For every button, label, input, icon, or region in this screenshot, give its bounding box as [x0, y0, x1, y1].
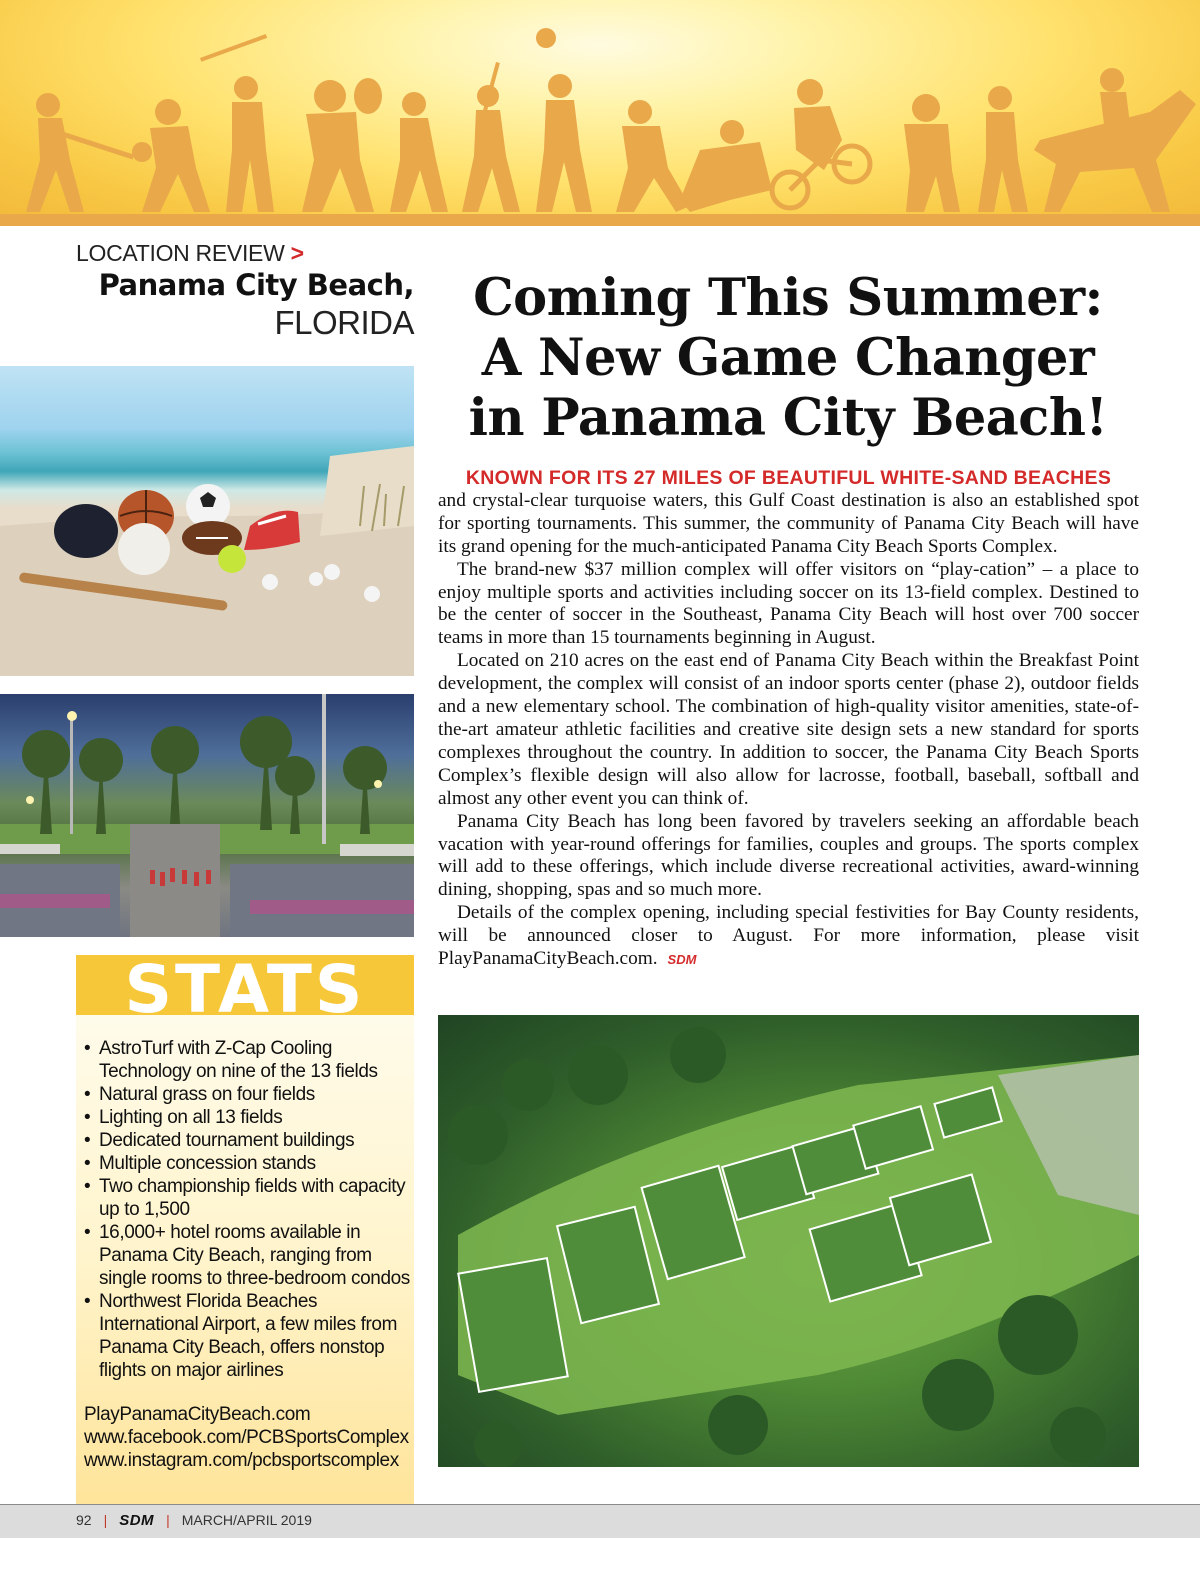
footer-separator: |	[103, 1512, 108, 1528]
banner-divider	[0, 214, 1200, 226]
runner-silhouette	[462, 62, 520, 212]
hockey-player-silhouette	[978, 86, 1028, 212]
magazine-name: SDM	[119, 1512, 155, 1529]
location-city: Panama City Beach,	[98, 268, 414, 302]
stats-heading-text: STATS	[124, 955, 366, 1015]
stats-list	[84, 1037, 414, 1382]
article-paragraph: and crystal-clear turquoise waters, this Gulf Coast destination is also an established spot for sporting tournaments. This summer, the community of Panama City Beach will have its grand opening for the much-anticipated Panama City Beach Sports Complex.	[438, 489, 1139, 557]
stats-item: • Natural grass on four fields	[84, 1083, 414, 1106]
page-number: 92	[76, 1512, 92, 1528]
article-paragraph: The brand-new $37 million complex will offer visitors on “play-cation” – a place to enjoy multiple sports and activities including soccer on its 13-field complex. Destined to be the center of soccer in the Southeast, Panama City Beach will host over 700 soccer teams in more than 15 tournaments beginning in August.	[438, 558, 1139, 649]
stats-item: • Multiple concession stands	[84, 1152, 414, 1175]
golfer-silhouette	[200, 34, 274, 212]
issue-date: MARCH/APRIL 2019	[181, 1512, 312, 1528]
stats-heading	[76, 955, 414, 1015]
sports-banner	[0, 0, 1200, 226]
fisherman-silhouette	[904, 94, 960, 212]
horse-rider-silhouette	[1034, 68, 1196, 212]
stats-item: • Lighting on all 13 fields	[84, 1106, 414, 1129]
facebook-link[interactable]: www.facebook.com/PCBSportsComplex	[84, 1427, 409, 1448]
end-mark: SDM	[667, 952, 697, 968]
stats-item: • AstroTurf with Z-Cap Cooling Technology on nine of the 13 fields	[84, 1037, 414, 1083]
section-label	[76, 240, 304, 267]
footer-info	[76, 1512, 312, 1529]
stats-links	[84, 1403, 414, 1472]
headline-line: in Panama City Beach!	[468, 388, 1108, 448]
article-lead-in: KNOWN FOR ITS 27 MILES OF BEAUTIFUL WHITE-SAND BEACHES	[465, 467, 1112, 489]
batter-silhouette	[26, 93, 134, 212]
article-body	[438, 467, 1139, 972]
article-paragraph-last	[438, 902, 1139, 972]
volleyball-player-silhouette	[536, 28, 592, 212]
article-paragraph: Located on 210 acres on the east end of Panama City Beach within the Breakfast Point development, the complex will consist of an indoor sports center (phase 2), outdoor fields and a new elementary school. The combination of high-quality visitor amenities, state-of-the-art amateur athletic facilities and creative site design sets a new standard for sports complexes throughout the country. In addition to soccer, the Panama City Beach Sports Complex’s flexible design will also allow for lacrosse, football, baseball, softball and almost any other event you can think of.	[438, 650, 1139, 809]
article-paragraph-text: Details of the complex opening, including special festivities for Bay County residents, will be announced closer to August. For more information, please visit PlayPanamaCityBeach.com.	[438, 902, 1139, 970]
bmx-rider-silhouette	[772, 79, 870, 208]
chevron-right-icon: >	[290, 240, 304, 266]
stats-item: • Two championship fields with capacity up to 1,500	[84, 1175, 414, 1221]
headline-line: A New Game Changer	[481, 328, 1095, 388]
beach-sports-equipment-photo	[0, 366, 414, 676]
baseball-slider-silhouette	[680, 120, 772, 212]
sports-complex-aerial-rendering	[438, 1015, 1139, 1467]
location-state: FLORIDA	[274, 304, 414, 341]
headline-line: Coming This Summer:	[473, 268, 1103, 328]
basketball-player-silhouette	[132, 99, 210, 212]
stats-item: • Dedicated tournament buildings	[84, 1129, 414, 1152]
instagram-link[interactable]: www.instagram.com/pcbsportscomplex	[84, 1450, 399, 1471]
article-paragraph: Panama City Beach has long been favored by travelers seeking an affordable beach vacation with year-round offerings for families, couples and groups. The sports complex will add to these offerings, which include diverse recreational activities, award-winning dining, shopping, spas and so much more.	[438, 810, 1139, 901]
section-label-text: LOCATION REVIEW	[76, 240, 285, 266]
footer-separator: |	[166, 1512, 170, 1528]
article-headline	[438, 268, 1138, 448]
website-link[interactable]: PlayPanamaCityBeach.com	[84, 1404, 311, 1425]
stats-item: • Northwest Florida Beaches International Airport, a few miles from Panama City Beach, offers nonstop flights on major airlines	[84, 1290, 414, 1382]
soccer-player-silhouette	[616, 100, 690, 212]
sports-complex-plaza-rendering	[0, 694, 414, 937]
stats-item: • 16,000+ hotel rooms available in Panama City Beach, ranging from single rooms to three-bedroom condos	[84, 1221, 414, 1290]
sports-silhouettes-illustration	[0, 0, 1200, 226]
